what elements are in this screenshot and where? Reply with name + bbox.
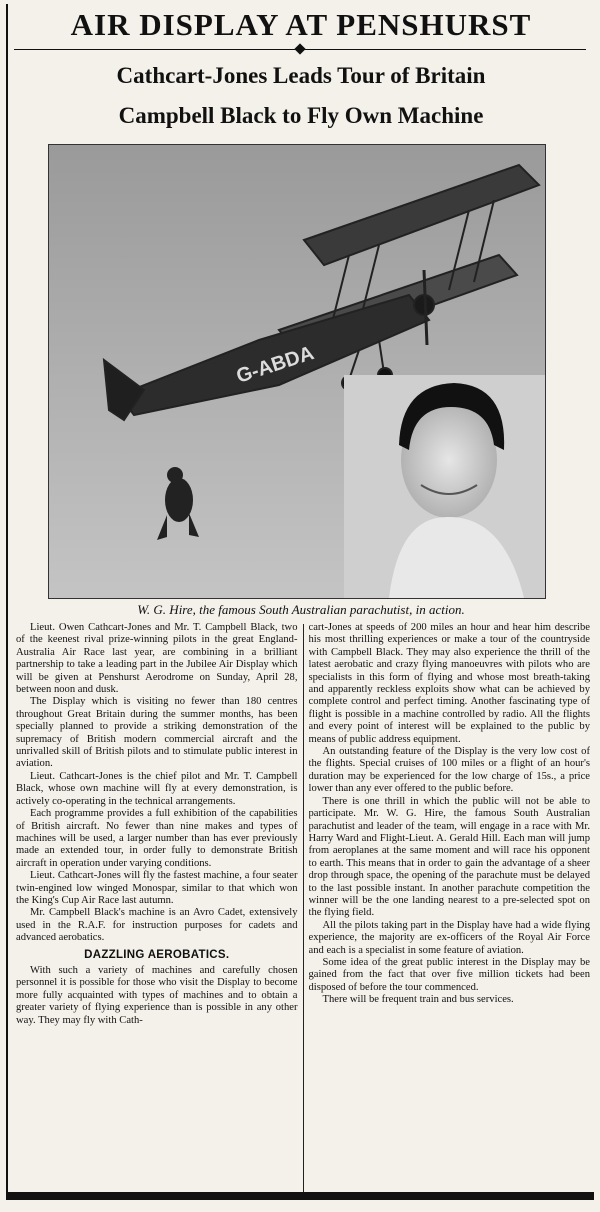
paragraph: The Display which is visiting no fewer than 180 centres throughout Great Britain during the summer months, has been specially planned to provide a striking demonstration of the supremacy of British modern commercial aircraft and the unrivalled skill of British pilots and to stimulate public interest in aviation. <box>16 696 298 770</box>
aircraft-photo <box>48 144 546 599</box>
portrait-inset <box>344 375 545 598</box>
right-column <box>309 622 591 1198</box>
subhead-2: Campbell Black to Fly Own Machine <box>118 103 484 128</box>
left-column <box>16 622 298 1198</box>
paragraph: An outstanding feature of the Display is the very low cost of the flights. Special cruises of 100 miles or a flight of an hour's duration may be experienced for the low charge of 15s., a price lower than any ever offered to the public before. <box>308 746 590 795</box>
paragraph: Each programme provides a full exhibition of the capabilities of British aircraft. No fewer than nine makes and types of machines will be used, a larger number than has ever previously made an extended tour, in order fully to demonstrate British aircraft in operation under varying conditions. <box>16 808 298 869</box>
paragraph: There is one thrill in which the public will not be able to participate. Mr. W. G. Hire, the famous South Australian parachutist and leader of the team, will engage in a race with Mr. Harry Ward and Flight-Lieut. A. Gerald Hill. Each man will jump from aeroplanes at the same moment and will race his opponent to earth. This means that in order to gain the advantage of a sheer drop through space, the opening of the parachute must be delayed to the last possible instant. In another parachute competition the winner will be the one landing nearest to a pre-selected spot on the flying field. <box>308 795 590 919</box>
paragraph: Mr. Campbell Black's machine is an Avro Cadet, extensively used in the R.A.F. for instruction purposes for cadets and advanced aerobatics. <box>16 907 298 944</box>
ornament-diamond-icon <box>294 43 305 54</box>
bottom-rule <box>8 1192 594 1200</box>
photo-illustration <box>49 145 545 598</box>
section-heading: DAZZLING AEROBATICS. <box>84 948 230 961</box>
paragraph: There will be frequent train and bus services. <box>322 994 514 1006</box>
photo-caption: W. G. Hire, the famous South Australian parachutist, in action. <box>137 602 465 617</box>
paragraph: Lieut. Cathcart-Jones is the chief pilot and Mr. T. Campbell Black, whose own machine will fly at every demonstration, is actively co-operating in the technical arrangements. <box>16 770 298 807</box>
headline: AIR DISPLAY AT PENSHURST <box>70 7 532 42</box>
headline-ornament-rule <box>14 44 586 56</box>
paragraph: With such a variety of machines and carefully chosen personnel it is possible for those who visit the Display to become more fully acquainted with types of machines and to obtain a greater variety of flying experience than is possible in any other way. They may fly with Cath- <box>16 964 298 1026</box>
newspaper-page <box>6 4 594 1200</box>
subhead-1: Cathcart-Jones Leads Tour of Britain <box>116 63 486 88</box>
column-divider <box>303 624 304 1194</box>
article-body <box>8 622 594 1198</box>
paragraph: All the pilots taking part in the Display have had a wide flying experience, the majority are ex-officers of the Royal Air Force and each is a specialist in some feature of aviation. <box>308 919 590 956</box>
aircraft-registration: G-ABDA <box>233 342 317 388</box>
paragraph: Some idea of the great public interest in the Display may be gained from the fact that over five million tickets had been disposed of before the tour commenced. <box>308 956 590 993</box>
paragraph: Lieut. Cathcart-Jones will fly the fastest machine, a four seater twin-engined low winged Monospar, similar to that which won the King's Cup Air Race last autumn. <box>16 870 298 906</box>
paragraph: cart-Jones at speeds of 200 miles an hour and hear him describe his most thrilling experiences or make a tour of the countryside with Campbell Black. They may also experience the thrill of the latest aerobatic and crazy flying manoeuvres with pilots who are specialists in this form of flying and whose most breath-taking and apparently reckless exploits show what can be achieved by complete control and perfect timing. Another fascinating type of flight is possible in a machine controlled by radio. All the flights and every point of interest will be explained to the public by means of public address equipment. <box>308 622 590 745</box>
paragraph: Lieut. Owen Cathcart-Jones and Mr. T. Campbell Black, two of the keenest rival prize-winning pilots in the great England-Australia Air Race last year, are combining in a brilliant partnership to take a leading part in the Jubilee Air Display which will be given at Penshurst Aerodrome on Sunday, April 28, between noon and dusk. <box>16 622 298 696</box>
